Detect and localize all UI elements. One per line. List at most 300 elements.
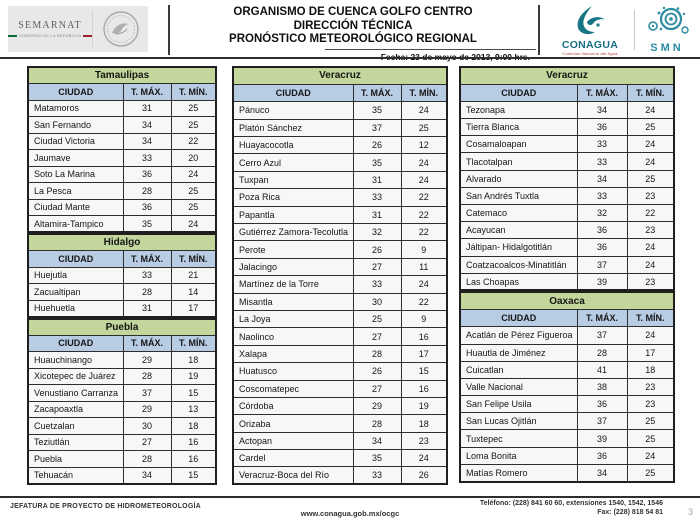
- table-row: [28, 434, 216, 451]
- tmax-cell: 31: [123, 100, 171, 117]
- tmax-header: T. MÁX.: [353, 84, 401, 101]
- table-row: [233, 432, 447, 449]
- table-row: [28, 166, 216, 183]
- table-row: [233, 467, 447, 484]
- city-cell: Coatzacoalcos-Minatitlán: [460, 256, 577, 273]
- tmin-cell: 25: [627, 119, 674, 136]
- table-row: [233, 363, 447, 380]
- tmax-cell: 37: [577, 256, 627, 273]
- table-row: [233, 450, 447, 467]
- page-title-line-1: ORGANISMO DE CUENCA GOLFO CENTRO: [233, 6, 473, 18]
- tmax-cell: 29: [353, 397, 401, 414]
- city-cell: Cuicatlan: [460, 361, 577, 378]
- tmin-cell: 25: [627, 413, 674, 430]
- tmax-cell: 35: [353, 450, 401, 467]
- tmax-cell: 29: [123, 401, 171, 418]
- state-table-oaxaca: [459, 291, 675, 482]
- table-row: [28, 335, 216, 352]
- city-cell: San Felipe Usila: [460, 396, 577, 413]
- table-row: [460, 187, 674, 204]
- tmin-header: T. MÍN.: [171, 251, 216, 268]
- smn-logo: [640, 5, 694, 54]
- tmin-cell: 9: [401, 241, 447, 258]
- tmax-cell: 29: [123, 352, 171, 369]
- tmin-cell: 22: [401, 293, 447, 310]
- tmin-cell: 24: [401, 102, 447, 119]
- smn-spiral-icon: [644, 5, 690, 37]
- header-rule: [0, 57, 700, 59]
- city-cell: Tuxpan: [233, 171, 353, 188]
- city-cell: Tuxtepec: [460, 430, 577, 447]
- table-row: [460, 101, 674, 118]
- tmin-header: T. MÍN.: [171, 84, 216, 101]
- tmin-cell: 18: [171, 352, 216, 369]
- page-title-line-3: PRONÓSTICO METEOROLÓGICO REGIONAL: [229, 33, 477, 45]
- tmin-cell: 21: [171, 267, 216, 284]
- tmin-cell: 25: [401, 119, 447, 136]
- table-row: [233, 415, 447, 432]
- tmin-header: T. MÍN.: [171, 335, 216, 352]
- city-cell: Jalacingo: [233, 258, 353, 275]
- tmin-cell: 19: [171, 368, 216, 385]
- table-row: [28, 467, 216, 484]
- table-row: [233, 380, 447, 397]
- state-table-veracruz: [232, 66, 448, 485]
- table-row: [28, 84, 216, 101]
- flag-green-bar: [8, 35, 17, 37]
- tmax-header: T. MÁX.: [577, 310, 627, 327]
- table-row: [28, 67, 216, 84]
- tmax-cell: 36: [577, 119, 627, 136]
- tmin-cell: 17: [171, 300, 216, 317]
- city-cell: Teziutlán: [28, 434, 123, 451]
- table-row: [233, 171, 447, 188]
- tmax-cell: 37: [123, 385, 171, 402]
- tmin-cell: 13: [171, 401, 216, 418]
- city-cell: Acatlán de Pérez Figueroa: [460, 327, 577, 344]
- city-cell: Perote: [233, 241, 353, 258]
- city-cell: Papantla: [233, 206, 353, 223]
- table-row: [28, 300, 216, 317]
- table-row: [233, 258, 447, 275]
- tmax-header: T. MÁX.: [123, 84, 171, 101]
- tmin-cell: 24: [627, 256, 674, 273]
- semarnat-subtitle-row: [8, 33, 92, 38]
- tmax-cell: 38: [577, 378, 627, 395]
- table-row: [28, 117, 216, 134]
- city-cell: Cerro Azul: [233, 154, 353, 171]
- tmin-cell: 25: [171, 199, 216, 216]
- tmax-cell: 33: [123, 150, 171, 167]
- tmin-cell: 12: [401, 137, 447, 154]
- city-cell: Orizaba: [233, 415, 353, 432]
- tmax-cell: 27: [353, 258, 401, 275]
- tmax-cell: 28: [123, 451, 171, 468]
- table-row: [233, 241, 447, 258]
- city-cell: Xicotepec de Juárez: [28, 368, 123, 385]
- city-cell: Zacapoaxtla: [28, 401, 123, 418]
- tmax-cell: 26: [353, 137, 401, 154]
- city-cell: Loma Bonita: [460, 447, 577, 464]
- footer-contact: [480, 499, 663, 517]
- tmax-cell: 26: [353, 363, 401, 380]
- tmax-cell: 37: [577, 327, 627, 344]
- city-cell: Tierra Blanca: [460, 119, 577, 136]
- tmax-cell: 28: [353, 415, 401, 432]
- tmax-cell: 33: [577, 187, 627, 204]
- tmax-cell: 33: [577, 153, 627, 170]
- tmax-cell: 27: [353, 328, 401, 345]
- tmin-cell: 24: [627, 447, 674, 464]
- tmax-cell: 28: [123, 183, 171, 200]
- state-title: Veracruz: [233, 67, 447, 84]
- header-right-divider: [538, 5, 540, 55]
- tmin-header: T. MÍN.: [401, 84, 447, 101]
- tmin-cell: 23: [627, 396, 674, 413]
- table-row: [460, 67, 674, 84]
- city-cell: Huayacocotla: [233, 137, 353, 154]
- tmin-cell: 24: [627, 239, 674, 256]
- table-row: [28, 451, 216, 468]
- table-row: [233, 119, 447, 136]
- city-cell: Córdoba: [233, 397, 353, 414]
- table-row: [28, 368, 216, 385]
- tmax-header: T. MÁX.: [577, 84, 627, 101]
- tmin-cell: 16: [401, 328, 447, 345]
- tmax-cell: 32: [577, 205, 627, 222]
- tmax-cell: 28: [123, 284, 171, 301]
- city-cell: Ciudad Victoria: [28, 133, 123, 150]
- city-cell: Altamira-Tampico: [28, 216, 123, 233]
- tmin-cell: 20: [171, 150, 216, 167]
- tmax-cell: 28: [353, 345, 401, 362]
- city-cell: Cuetzalan: [28, 418, 123, 435]
- state-table-veracruz: [459, 66, 675, 291]
- conagua-sublabel: Comisión Nacional del Agua: [562, 51, 618, 56]
- city-cell: Huejutla: [28, 267, 123, 284]
- table-row: [28, 418, 216, 435]
- eagle-seal-icon: [93, 10, 148, 48]
- tmax-cell: 27: [123, 434, 171, 451]
- tmin-cell: 24: [401, 171, 447, 188]
- city-header: CIUDAD: [233, 84, 353, 101]
- state-table-hidalgo: [27, 233, 217, 318]
- tables-column-3: [459, 66, 673, 483]
- tmin-cell: 15: [171, 467, 216, 484]
- table-row: [460, 256, 674, 273]
- city-cell: San Lucas Ojitlán: [460, 413, 577, 430]
- table-row: [233, 102, 447, 119]
- tmin-header: T. MÍN.: [627, 84, 674, 101]
- city-cell: Venustiano Carranza: [28, 385, 123, 402]
- city-cell: Huauchinango: [28, 352, 123, 369]
- tmin-cell: 14: [171, 284, 216, 301]
- logo-divider: [634, 10, 635, 50]
- city-cell: Xalapa: [233, 345, 353, 362]
- tmax-cell: 25: [353, 310, 401, 327]
- tmin-cell: 24: [171, 216, 216, 233]
- city-cell: Pánuco: [233, 102, 353, 119]
- tmin-cell: 22: [171, 133, 216, 150]
- table-row: [460, 153, 674, 170]
- city-cell: Jáltipan- Hidalgotitlán: [460, 239, 577, 256]
- tmax-cell: 36: [577, 239, 627, 256]
- tmax-cell: 33: [353, 189, 401, 206]
- tmin-cell: 23: [627, 222, 674, 239]
- tmin-cell: 25: [627, 170, 674, 187]
- tmin-cell: 18: [171, 418, 216, 435]
- city-cell: Matamoros: [28, 100, 123, 117]
- tmin-cell: 18: [627, 361, 674, 378]
- tmax-cell: 31: [353, 206, 401, 223]
- city-cell: Gutiérrez Zamora-Tecolutla: [233, 224, 353, 241]
- tmax-cell: 35: [353, 154, 401, 171]
- tmin-cell: 25: [171, 117, 216, 134]
- tmax-cell: 39: [577, 430, 627, 447]
- city-cell: Alvarado: [460, 170, 577, 187]
- tmax-cell: 30: [123, 418, 171, 435]
- city-cell: Tezonapa: [460, 101, 577, 118]
- table-row: [233, 206, 447, 223]
- tmin-cell: 24: [401, 450, 447, 467]
- tmax-cell: 34: [577, 464, 627, 481]
- tmin-cell: 22: [401, 206, 447, 223]
- state-title: Hidalgo: [28, 234, 216, 251]
- footer-website: www.conagua.gob.mx/ocgc: [300, 509, 400, 518]
- table-row: [28, 150, 216, 167]
- tmin-cell: 24: [627, 327, 674, 344]
- table-row: [28, 352, 216, 369]
- footer-department: JEFATURA DE PROYECTO DE HIDROMETEOROLOGÍA: [10, 503, 201, 510]
- city-cell: Poza Rica: [233, 189, 353, 206]
- tmax-cell: 36: [577, 447, 627, 464]
- city-cell: Catemaco: [460, 205, 577, 222]
- tmax-cell: 33: [123, 267, 171, 284]
- table-row: [233, 189, 447, 206]
- state-title: Tamaulipas: [28, 67, 216, 84]
- tmin-cell: 11: [401, 258, 447, 275]
- city-cell: Coscomatepec: [233, 380, 353, 397]
- table-row: [28, 319, 216, 336]
- tmax-cell: 36: [577, 222, 627, 239]
- tmin-cell: 17: [627, 344, 674, 361]
- tmin-cell: 24: [401, 276, 447, 293]
- tmax-cell: 41: [577, 361, 627, 378]
- table-row: [28, 385, 216, 402]
- city-cell: Jaumave: [28, 150, 123, 167]
- table-row: [460, 310, 674, 327]
- tmax-cell: 34: [123, 133, 171, 150]
- city-cell: Platón Sánchez: [233, 119, 353, 136]
- tmax-cell: 35: [353, 102, 401, 119]
- state-title: Veracruz: [460, 67, 674, 84]
- tmax-cell: 33: [353, 467, 401, 484]
- tmax-cell: 35: [123, 216, 171, 233]
- table-row: [233, 67, 447, 84]
- tmin-cell: 17: [401, 345, 447, 362]
- title-block: [170, 6, 536, 62]
- tmax-cell: 33: [577, 136, 627, 153]
- tables-column-2: [232, 66, 446, 485]
- city-cell: Huatusco: [233, 363, 353, 380]
- city-header: CIUDAD: [460, 310, 577, 327]
- footer-fax: Fax: (228) 818 54 81: [597, 509, 663, 516]
- state-title: Puebla: [28, 319, 216, 336]
- tmin-cell: 24: [401, 154, 447, 171]
- semarnat-wordmark: SEMARNAT: [18, 20, 82, 31]
- table-row: [233, 137, 447, 154]
- tmin-cell: 19: [401, 397, 447, 414]
- table-row: [460, 273, 674, 290]
- document-header: [0, 0, 700, 57]
- tmin-cell: 25: [171, 183, 216, 200]
- city-cell: Soto La Marina: [28, 166, 123, 183]
- forecast-date: [325, 49, 536, 62]
- tmin-cell: 16: [171, 434, 216, 451]
- table-row: [460, 464, 674, 481]
- city-cell: Matías Romero: [460, 464, 577, 481]
- table-row: [460, 292, 674, 309]
- tmax-cell: 33: [353, 276, 401, 293]
- table-row: [28, 234, 216, 251]
- tmin-cell: 15: [171, 385, 216, 402]
- tmax-cell: 34: [123, 467, 171, 484]
- tmax-cell: 36: [577, 396, 627, 413]
- city-cell: Zacualtipan: [28, 284, 123, 301]
- tmax-cell: 31: [123, 300, 171, 317]
- tmin-cell: 18: [401, 415, 447, 432]
- table-row: [233, 154, 447, 171]
- tmin-cell: 22: [627, 205, 674, 222]
- tmax-cell: 32: [353, 224, 401, 241]
- tmin-cell: 9: [401, 310, 447, 327]
- city-cell: Veracruz-Boca del Río: [233, 467, 353, 484]
- semarnat-subtitle: GOBIERNO DE LA REPÚBLICA: [18, 33, 82, 38]
- table-row: [233, 397, 447, 414]
- tmin-cell: 24: [171, 166, 216, 183]
- city-cell: Las Choapas: [460, 273, 577, 290]
- city-cell: Actopan: [233, 432, 353, 449]
- tmin-cell: 16: [171, 451, 216, 468]
- table-row: [460, 119, 674, 136]
- tmin-cell: 22: [401, 189, 447, 206]
- tmin-cell: 23: [627, 273, 674, 290]
- semarnat-logo: [8, 6, 148, 52]
- city-cell: Cardel: [233, 450, 353, 467]
- city-cell: Valle Nacional: [460, 378, 577, 395]
- tmax-cell: 28: [123, 368, 171, 385]
- table-row: [233, 328, 447, 345]
- tables-column-1: [27, 66, 215, 485]
- table-row: [233, 345, 447, 362]
- tmin-cell: 24: [627, 153, 674, 170]
- table-row: [460, 327, 674, 344]
- tmax-cell: 34: [577, 101, 627, 118]
- city-cell: San Andrés Tuxtla: [460, 187, 577, 204]
- city-cell: Ciudad Mante: [28, 199, 123, 216]
- table-row: [460, 361, 674, 378]
- table-row: [233, 84, 447, 101]
- table-row: [460, 378, 674, 395]
- tmax-cell: 30: [353, 293, 401, 310]
- city-header: CIUDAD: [28, 84, 123, 101]
- tmin-cell: 25: [627, 430, 674, 447]
- conagua-logo: [548, 5, 632, 56]
- conagua-drop-icon: [570, 5, 610, 35]
- conagua-label: CONAGUA: [561, 39, 619, 51]
- table-row: [28, 133, 216, 150]
- city-header: CIUDAD: [28, 251, 123, 268]
- tmin-cell: 23: [627, 378, 674, 395]
- tmax-cell: 37: [577, 413, 627, 430]
- table-row: [233, 310, 447, 327]
- table-row: [233, 224, 447, 241]
- tmax-cell: 37: [353, 119, 401, 136]
- tmin-cell: 22: [401, 224, 447, 241]
- table-row: [460, 413, 674, 430]
- table-row: [28, 100, 216, 117]
- page-title-line-2: DIRECCIÓN TÉCNICA: [293, 19, 413, 32]
- table-row: [460, 84, 674, 101]
- flag-red-bar: [83, 35, 92, 37]
- tmin-cell: 25: [627, 464, 674, 481]
- footer-rule: [0, 496, 700, 498]
- city-cell: Huautla de Jiménez: [460, 344, 577, 361]
- tmin-cell: 24: [627, 101, 674, 118]
- table-row: [28, 251, 216, 268]
- table-row: [460, 170, 674, 187]
- table-row: [28, 183, 216, 200]
- city-cell: Naolinco: [233, 328, 353, 345]
- tmax-header: T. MÁX.: [123, 335, 171, 352]
- city-header: CIUDAD: [460, 84, 577, 101]
- tmax-cell: 34: [353, 432, 401, 449]
- city-cell: La Joya: [233, 310, 353, 327]
- semarnat-wordmark-block: [8, 20, 92, 38]
- footer-phone: Teléfono: (228) 841 60 60, extensiones 1540, 1542, 1546: [479, 500, 663, 507]
- city-cell: La Pesca: [28, 183, 123, 200]
- tmin-cell: 26: [401, 467, 447, 484]
- city-cell: Tehuacán: [28, 467, 123, 484]
- tmax-cell: 36: [123, 199, 171, 216]
- tmin-cell: 23: [627, 187, 674, 204]
- table-row: [233, 293, 447, 310]
- state-title: Oaxaca: [460, 292, 674, 309]
- table-row: [460, 205, 674, 222]
- city-cell: Cosamaloapan: [460, 136, 577, 153]
- city-cell: Huehuetla: [28, 300, 123, 317]
- tmax-cell: 31: [353, 171, 401, 188]
- table-row: [460, 239, 674, 256]
- table-row: [233, 276, 447, 293]
- city-header: CIUDAD: [28, 335, 123, 352]
- tmin-cell: 25: [171, 100, 216, 117]
- tmax-cell: 34: [123, 117, 171, 134]
- city-cell: San Fernando: [28, 117, 123, 134]
- table-row: [28, 267, 216, 284]
- tmin-cell: 24: [627, 136, 674, 153]
- table-row: [28, 199, 216, 216]
- tmin-cell: 15: [401, 363, 447, 380]
- tmax-cell: 28: [577, 344, 627, 361]
- table-row: [460, 344, 674, 361]
- table-row: [460, 447, 674, 464]
- state-table-tamaulipas: [27, 66, 217, 233]
- city-cell: Puebla: [28, 451, 123, 468]
- table-row: [460, 222, 674, 239]
- table-row: [28, 216, 216, 233]
- city-cell: Tlacotalpan: [460, 153, 577, 170]
